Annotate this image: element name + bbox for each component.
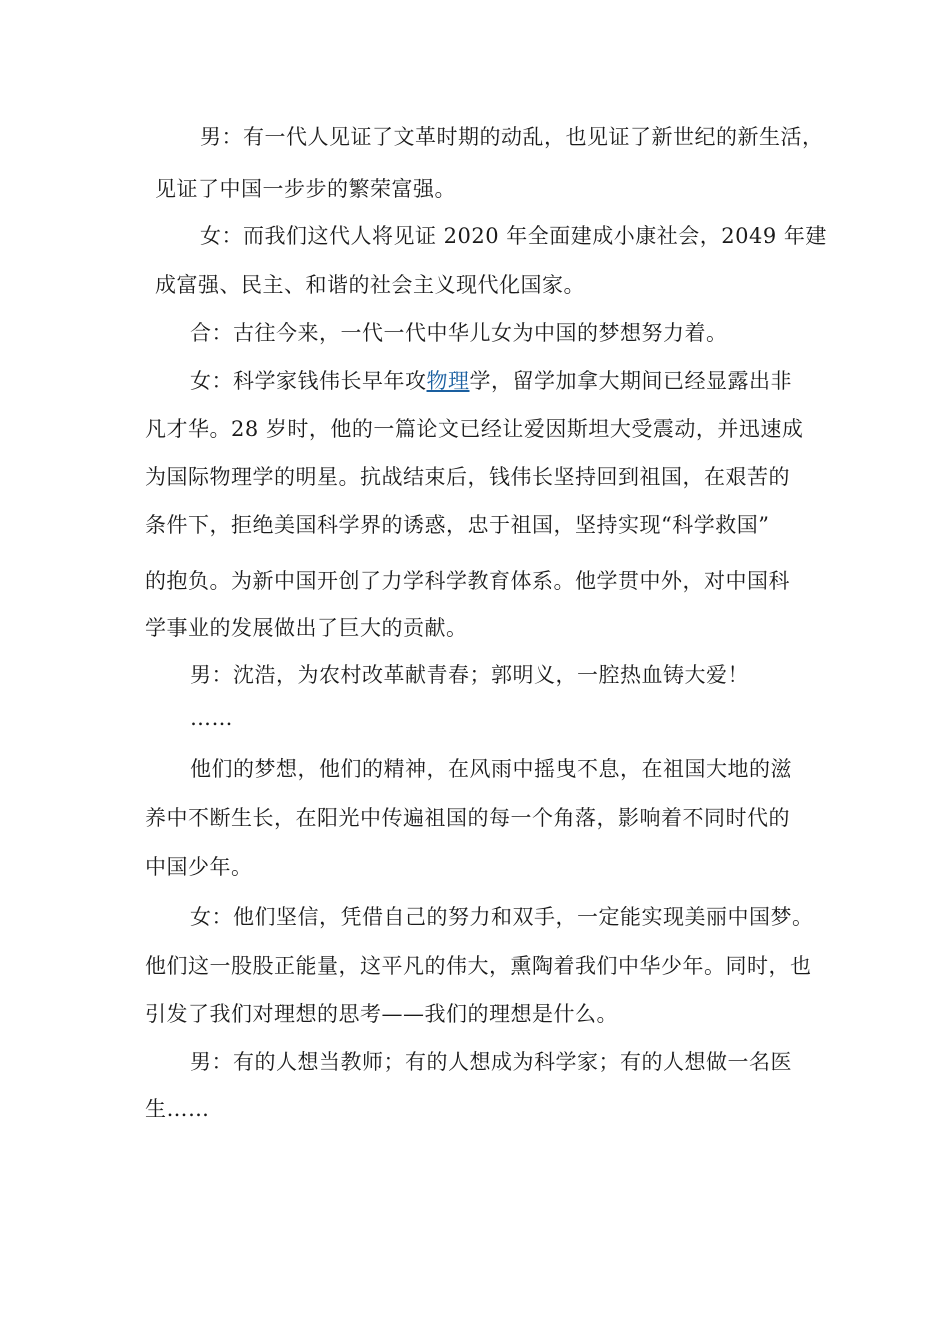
- p6-line2: 养中不断生长，在阳光中传遍祖国的每一个角落，影响着不同时代的: [145, 806, 790, 830]
- p2-line2: 成富强、民主、和谐的社会主义现代化国家。: [155, 273, 585, 297]
- p4-line3: 为国际物理学的明星。抗战结束后，钱伟长坚持回到祖国，在艰苦的: [145, 465, 790, 489]
- p4-line6: 学事业的发展做出了巨大的贡献。: [145, 616, 468, 640]
- p7-line3: 引发了我们对理想的思考——我们的理想是什么。: [145, 1002, 618, 1026]
- p4-line4: 条件下，拒绝美国科学界的诱惑，忠于祖国，坚持实现“科学救国”: [145, 513, 770, 537]
- p6-line3: 中国少年。: [145, 855, 253, 879]
- p1-line1: 男：有一代人见证了文革时期的动乱，也见证了新世纪的新生活，: [200, 125, 824, 149]
- p7-line1: 女：他们坚信，凭借自己的努力和双手，一定能实现美丽中国梦。: [190, 905, 814, 929]
- p4-line1-before: 女：科学家钱伟长早年攻: [190, 369, 427, 393]
- p5-line1: 男：沈浩，为农村改革献青春；郭明义，一腔热血铸大爱！: [190, 663, 749, 687]
- p4-line5: 的抱负。为新中国开创了力学科学教育体系。他学贯中外，对中国科: [145, 569, 790, 593]
- p1-line2: 见证了中国一步步的繁荣富强。: [155, 177, 456, 201]
- p7-line2: 他们这一股股正能量，这平凡的伟大，熏陶着我们中华少年。同时，也: [145, 954, 812, 978]
- p3-line1: 合：古往今来，一代一代中华儿女为中国的梦想努力着。: [190, 321, 728, 345]
- p4-line1: [190, 366, 792, 396]
- physics-link[interactable]: 物理: [426, 369, 470, 393]
- p2-line1: 女：而我们这代人将见证 2020 年全面建成小康社会，2049 年建: [200, 224, 827, 248]
- p5-line2: ……: [190, 706, 233, 730]
- p4-line1-after: 学，留学加拿大期间已经显露出非: [469, 369, 792, 393]
- p8-line1: 男：有的人想当教师；有的人想成为科学家；有的人想做一名医: [190, 1050, 792, 1074]
- p6-line1: 他们的梦想，他们的精神，在风雨中摇曳不息，在祖国大地的滋: [190, 757, 792, 781]
- p4-line2: 凡才华。28 岁时，他的一篇论文已经让爱因斯坦大受震动，并迅速成: [145, 417, 804, 441]
- p8-line2: 生……: [145, 1097, 210, 1121]
